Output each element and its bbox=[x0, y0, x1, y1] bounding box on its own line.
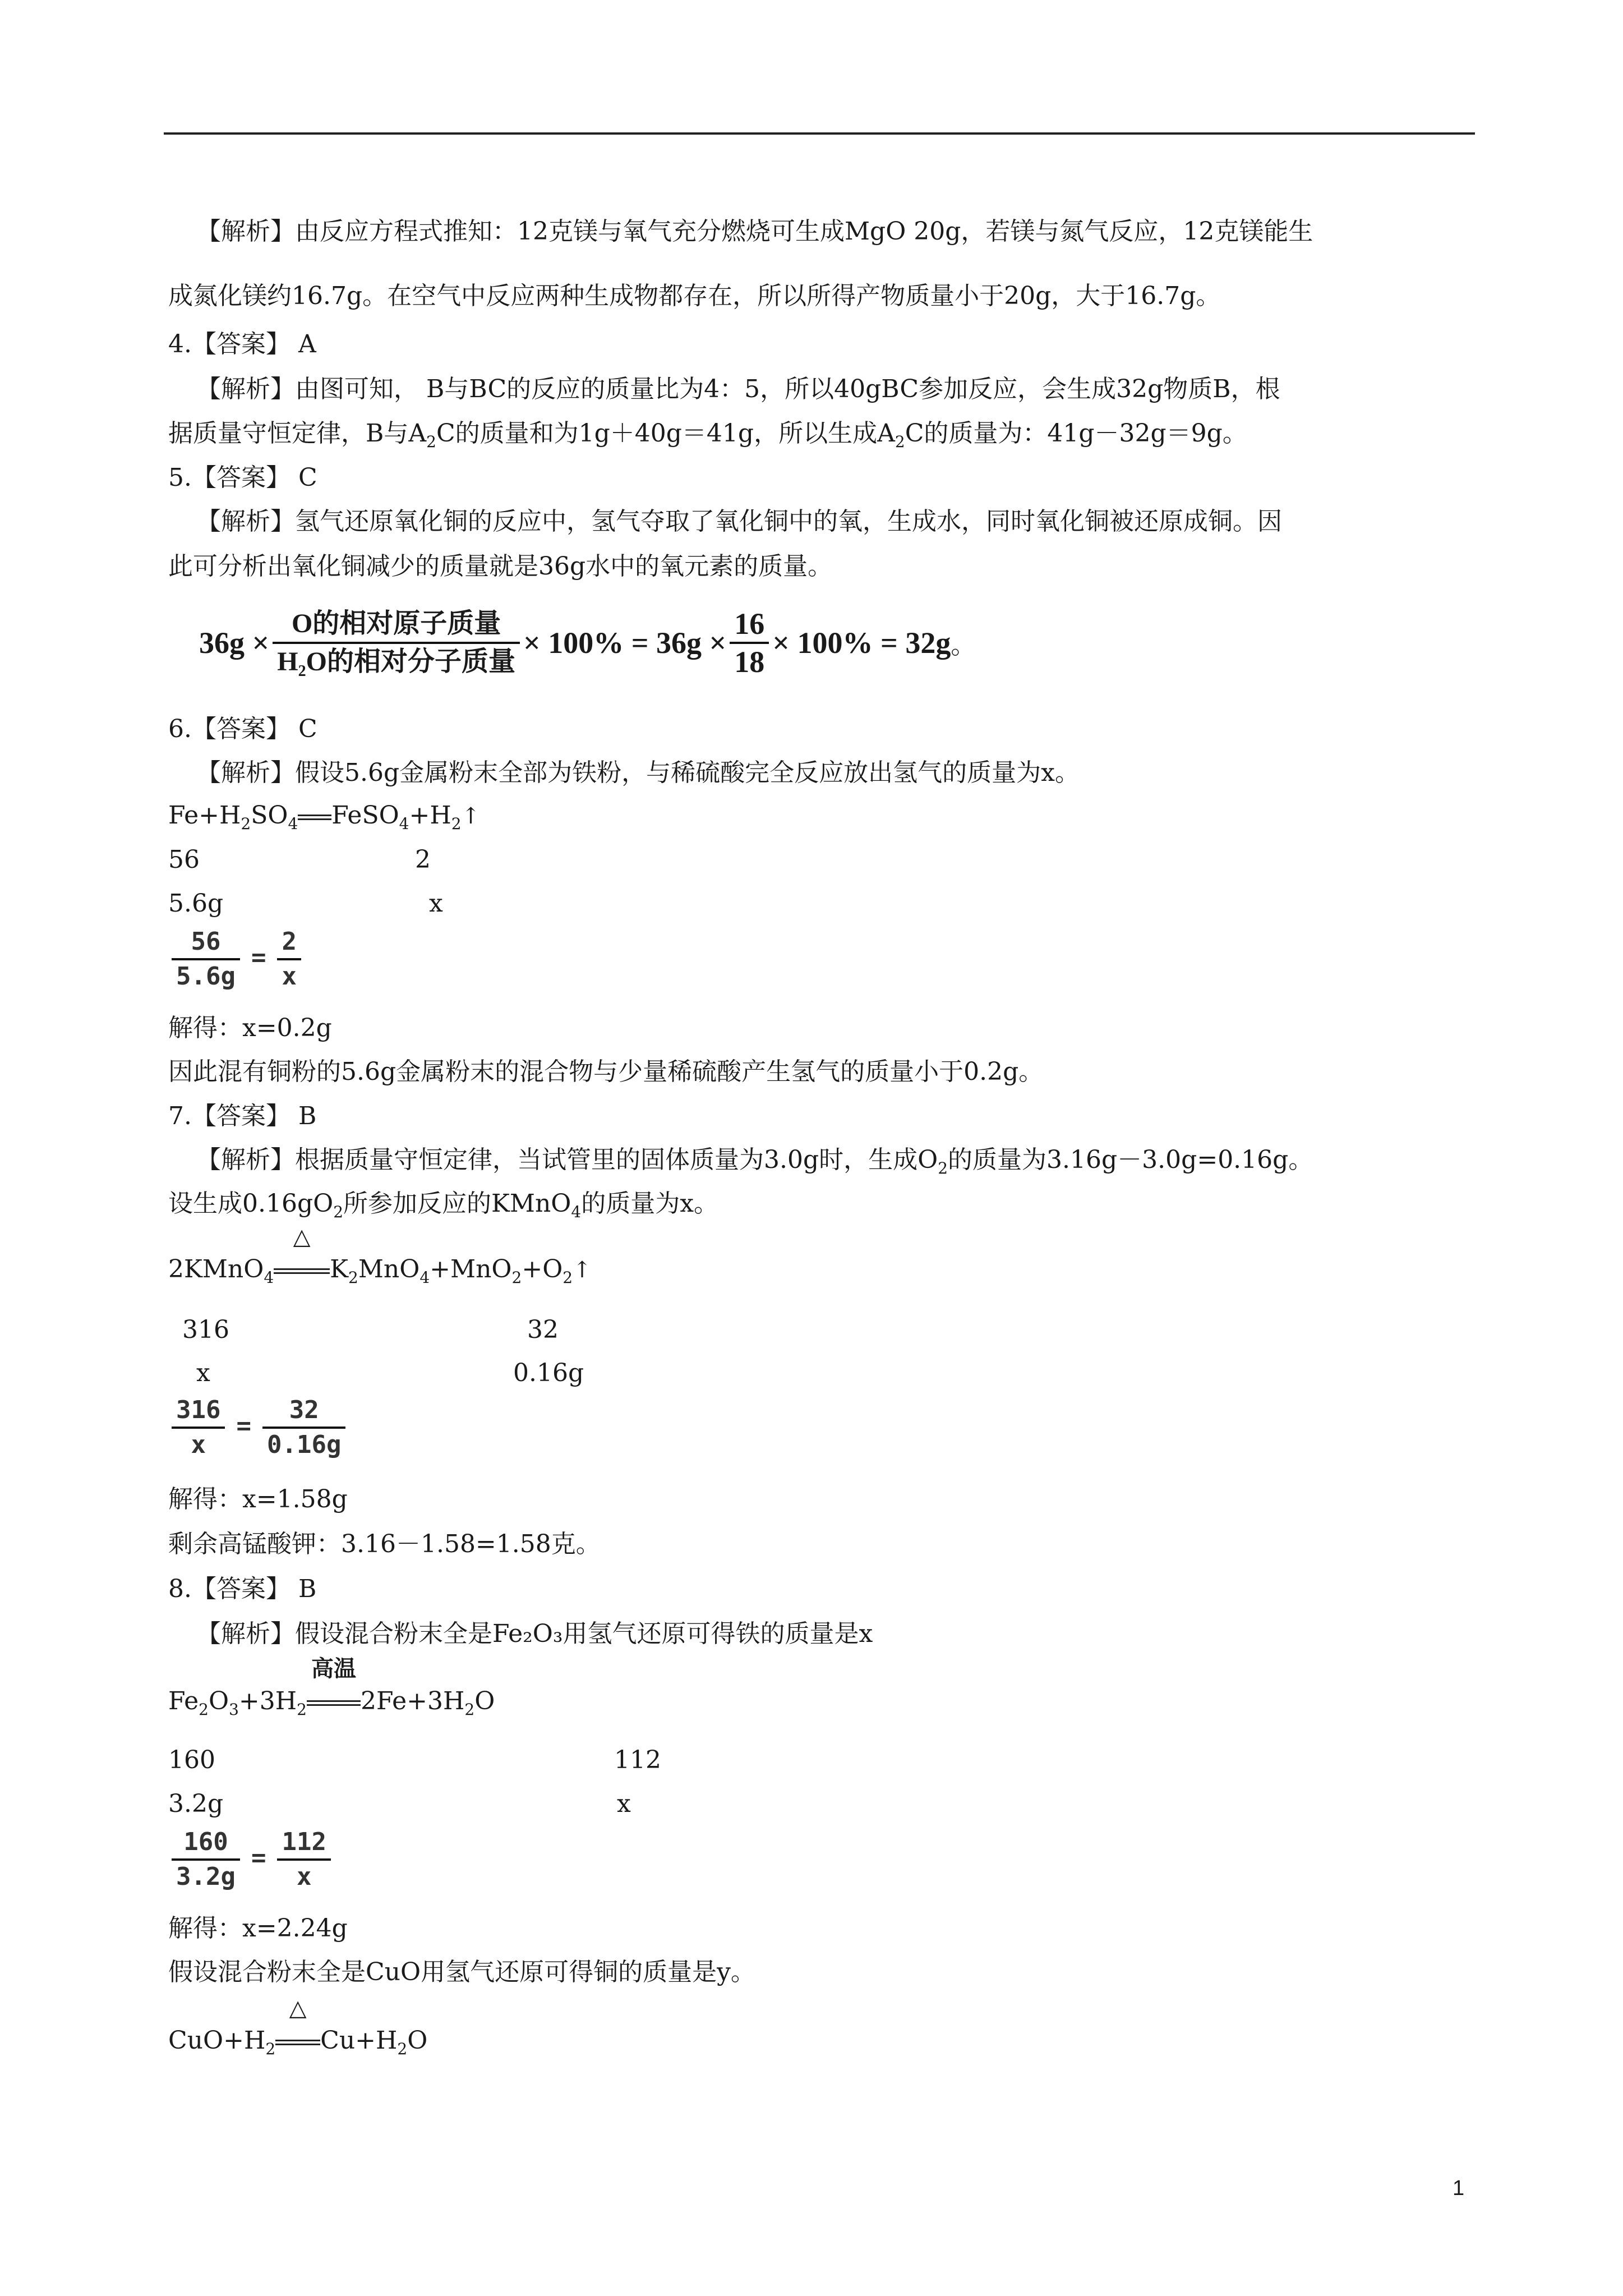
q7-analysis-line-2: 设生成$0.16gO_2$所参加反应的KMnO$_4$的质量为x。 bbox=[168, 1189, 719, 1221]
fe-h2so4-equation: $Fe+H_2SO_4$ $FeSO_4+H_2↑$ bbox=[168, 801, 481, 833]
q3-analysis-line-2: 成氮化镁约16.7g。在空气中反应两种生成物都存在，所以所得产物质量小于20g，大于16.7g。 bbox=[168, 282, 1221, 310]
q6-proportion: $\frac{56}{5.6g}$ = $\frac{2}{x}$ bbox=[168, 926, 305, 993]
q7-proportion: $\frac{316}{x}$ = $\frac{32}{0.16g}$ bbox=[168, 1394, 349, 1461]
q8-mass-fe2o3: 3.2g bbox=[168, 1789, 224, 1818]
q7-mass-o2: 0.16g bbox=[513, 1359, 584, 1387]
oxygen-mass-formula: 36g × $\frac{\text{O的相对原子质量}}{H_2O的相对分子质量}$ × 100% = 36g × $\frac{16}{18}$ × 100% = 32g 。 bbox=[199, 607, 976, 680]
q4-analysis-line-2: 据质量守恒定律，B与$A_2C$的质量和为1g＋40g＝41g，所以生成$A_2C$的质量为：41g－32g＝9g。 bbox=[168, 419, 1247, 451]
q6-molar-mass-h2: 2 bbox=[415, 845, 431, 874]
q5-analysis-line-2: 此可分析出氧化铜减少的质量就是36g水中的氧元素的质量。 bbox=[168, 552, 833, 581]
q8-answer: 8.【答案】 B bbox=[168, 1575, 317, 1603]
cuo-equation: $CuO+H_2$ △ $Cu+H_2O$ bbox=[168, 1995, 428, 2058]
q7-analysis-line-1: 【解析】根据质量守恒定律，当试管里的固体质量为3.0g时，生成$O_2$的质量为3.16g－3.0g=0.16g。 bbox=[196, 1145, 1313, 1177]
fe2o3-equation: $Fe_2O_3+3H_2$ 高温 $2Fe+3H_2O$ bbox=[168, 1656, 495, 1719]
q7-solution: 解得：x=1.58g bbox=[168, 1485, 348, 1513]
q6-mass-x: x bbox=[429, 889, 443, 918]
q4-analysis-line-1: 【解析】由图可知， B与BC的反应的质量比为4：5，所以40gBC参加反应，会生成32g物质B，根 bbox=[196, 375, 1280, 403]
q6-answer: 6.【答案】 C bbox=[168, 715, 317, 743]
q6-molar-mass-fe: 56 bbox=[168, 845, 200, 874]
q7-answer: 7.【答案】 B bbox=[168, 1102, 317, 1130]
q6-solution: 解得：x=0.2g bbox=[168, 1014, 332, 1042]
formula-number-fraction: $\frac{16}{18}$ bbox=[730, 606, 769, 680]
q4-answer: 4.【答案】 A bbox=[168, 330, 316, 358]
q7-mass-x: x bbox=[196, 1359, 210, 1387]
q8-proportion: $\frac{160}{3.2g}$ = $\frac{112}{x}$ bbox=[168, 1826, 334, 1893]
q6-analysis: 【解析】假设5.6g金属粉末全部为铁粉，与稀硫酸完全反应放出氢气的质量为x。 bbox=[196, 758, 1080, 787]
q6-mass-fe: 5.6g bbox=[168, 889, 224, 918]
page-number: 1 bbox=[1453, 2177, 1465, 2200]
formula-ratio-fraction: $\frac{\text{O的相对原子质量}}{H_2O的相对分子质量}$ bbox=[273, 606, 520, 680]
q8-mass-x: x bbox=[617, 1789, 631, 1818]
q8-analysis-2: 假设混合粉末全是CuO用氢气还原可得铜的质量是y。 bbox=[168, 1958, 755, 1986]
q5-analysis-line-1: 【解析】氢气还原氧化铜的反应中，氢气夺取了氧化铜中的氧，生成水，同时氧化铜被还原成铜。因 bbox=[196, 507, 1282, 536]
q6-conclusion: 因此混有铜粉的5.6g金属粉末的混合物与少量稀硫酸产生氢气的质量小于0.2g。 bbox=[168, 1057, 1044, 1086]
q8-molar-mass-fe: 112 bbox=[614, 1746, 661, 1774]
q3-analysis-line-1: 【解析】由反应方程式推知：12克镁与氧气充分燃烧可生成MgO 20g，若镁与氮气反应，12克镁能生 bbox=[196, 217, 1313, 246]
q7-molar-mass-kmno4: 316 bbox=[182, 1315, 229, 1344]
header-rule bbox=[164, 132, 1475, 135]
q5-answer: 5.【答案】 C bbox=[168, 463, 317, 492]
kmno4-equation: 2KMnO$_4$ △ $K_2MnO_4+MnO_2+O_2↑$ bbox=[168, 1224, 592, 1287]
q8-molar-mass-fe2o3: 160 bbox=[168, 1746, 215, 1774]
q7-conclusion: 剩余高锰酸钾：3.16－1.58=1.58克。 bbox=[168, 1530, 601, 1558]
q8-analysis: 【解析】假设混合粉末全是Fe₂O₃用氢气还原可得铁的质量是x bbox=[196, 1619, 873, 1648]
q7-molar-mass-o2: 32 bbox=[527, 1315, 559, 1344]
q8-solution: 解得：x=2.24g bbox=[168, 1914, 348, 1943]
